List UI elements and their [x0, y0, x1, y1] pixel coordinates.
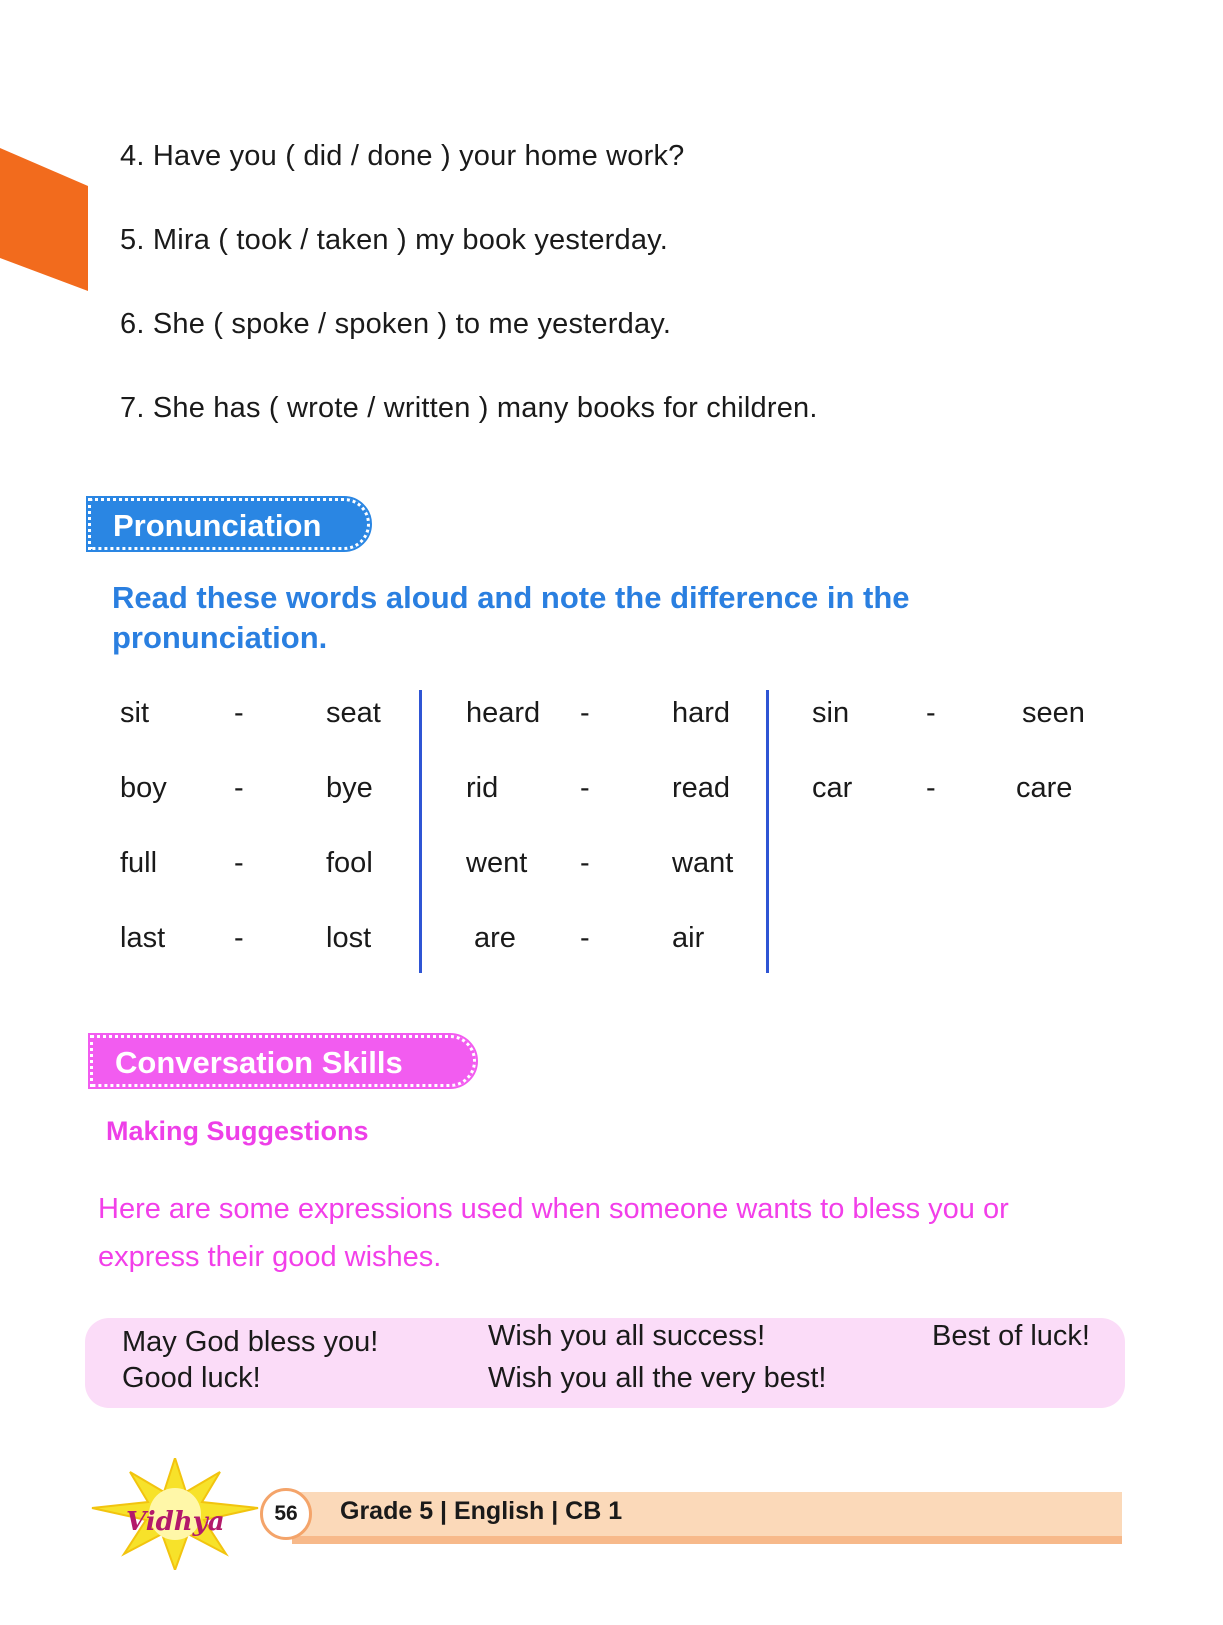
logo-text: Vidhya	[126, 1507, 225, 1537]
word-right: want	[672, 847, 734, 879]
footer-label: Grade 5 | English | CB 1	[340, 1497, 623, 1525]
page-number: 56	[260, 1488, 312, 1540]
word-left: last	[120, 922, 166, 954]
column-divider	[766, 690, 769, 973]
corner-tab-decoration	[0, 148, 88, 291]
word-right: fool	[326, 847, 373, 879]
word-dash: -	[580, 772, 590, 804]
question-4: 4. Have you ( did / done ) your home work?	[120, 140, 685, 172]
expression: Best of luck!	[932, 1320, 1090, 1352]
word-left: sit	[120, 697, 149, 729]
column-divider	[419, 690, 422, 973]
word-dash: -	[926, 697, 936, 729]
expression: Wish you all success!	[488, 1320, 766, 1352]
word-left: heard	[466, 697, 541, 729]
word-left: went	[466, 847, 528, 879]
conversation-blurb: Here are some expressions used when someone wants to bless you or express their good wishes.	[98, 1193, 1009, 1273]
word-dash: -	[234, 697, 244, 729]
word-left: boy	[120, 772, 167, 804]
word-dash: -	[926, 772, 936, 804]
word-right: read	[672, 772, 731, 804]
word-right: care	[1016, 772, 1073, 804]
word-dash: -	[234, 772, 244, 804]
word-left: are	[474, 922, 516, 954]
pronunciation-heading: Pronunciation	[88, 498, 370, 550]
word-right: seen	[1022, 697, 1085, 729]
word-dash: -	[580, 922, 590, 954]
word-left: full	[120, 847, 158, 879]
conversation-heading: Conversation Skills	[90, 1035, 476, 1087]
expression: Good luck!	[122, 1362, 261, 1394]
expression: Wish you all the very best!	[488, 1362, 827, 1394]
word-dash: -	[580, 697, 590, 729]
word-right: seat	[326, 697, 381, 729]
expression: May God bless you!	[122, 1326, 379, 1358]
question-6: 6. She ( spoke / spoken ) to me yesterday.	[120, 308, 672, 340]
word-right: lost	[326, 922, 372, 954]
pronunciation-instruction: Read these words aloud and note the difference in the pronunciation.	[112, 580, 910, 655]
word-left: rid	[466, 772, 499, 804]
word-dash: -	[234, 847, 244, 879]
word-right: air	[672, 922, 705, 954]
word-dash: -	[580, 847, 590, 879]
word-right: hard	[672, 697, 731, 729]
question-5: 5. Mira ( took / taken ) my book yesterday.	[120, 224, 668, 256]
word-right: bye	[326, 772, 373, 804]
question-7: 7. She has ( wrote / written ) many books for children.	[120, 392, 818, 424]
word-left: car	[812, 772, 853, 804]
word-left: sin	[812, 697, 850, 729]
conversation-subheading: Making Suggestions	[106, 1116, 369, 1146]
word-dash: -	[234, 922, 244, 954]
